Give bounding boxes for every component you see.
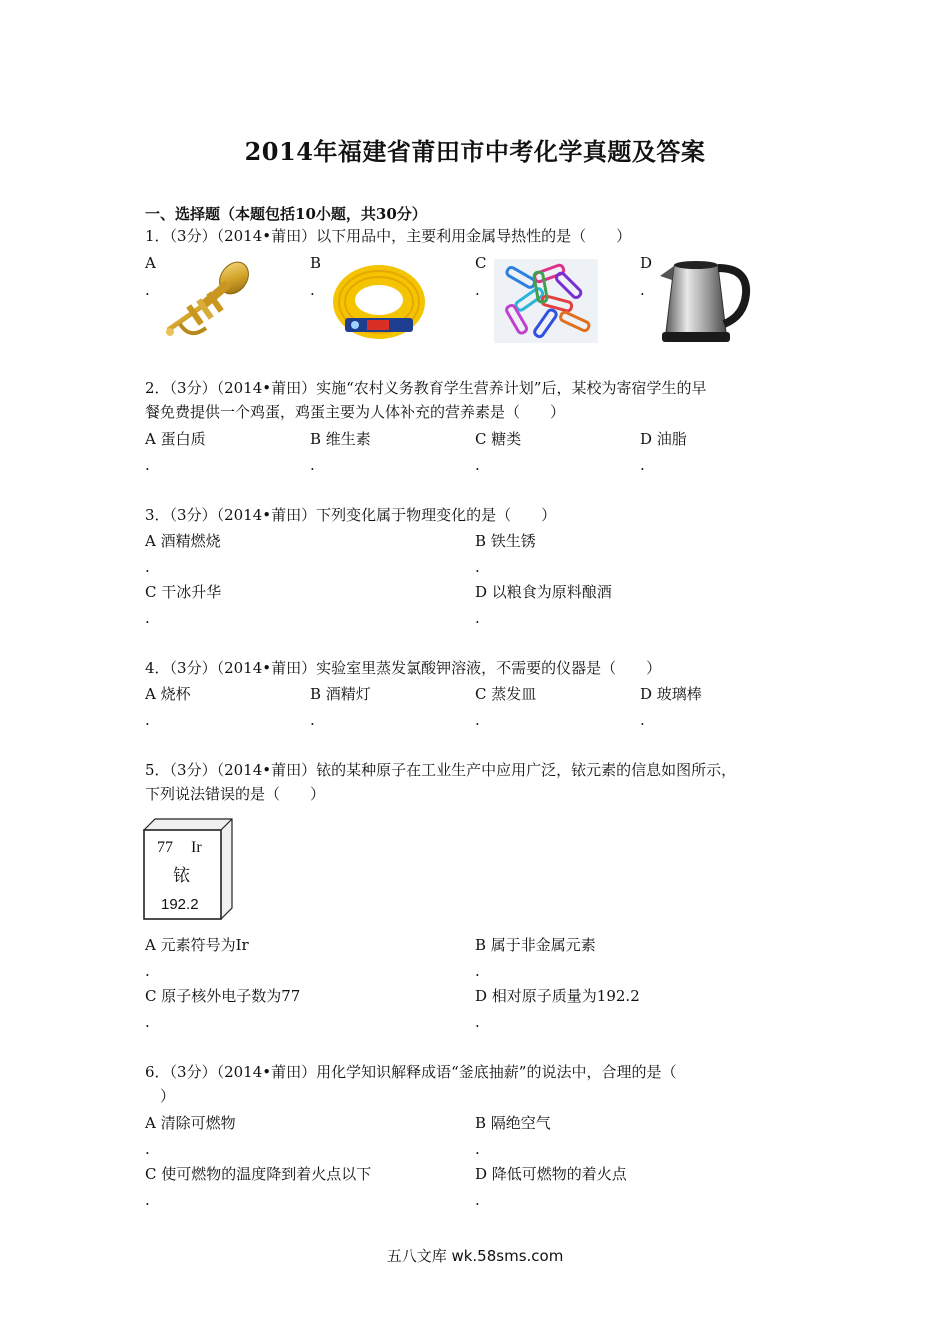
q3-b-dot: . <box>475 558 480 576</box>
element-name: 铱 <box>173 866 190 886</box>
q3-option-d: D 以粮食为原料酿酒 <box>475 583 612 601</box>
q2-d-dot: . <box>640 456 645 474</box>
q5-option-a: A 元素符号为Ir <box>145 936 249 954</box>
q4-option-d: D 玻璃棒 <box>640 685 702 703</box>
q5-option-b: B 属于非金属元素 <box>475 936 596 954</box>
electric-kettle-picture <box>656 254 752 346</box>
q2-a-dot: . <box>145 456 150 474</box>
q4-a-dot: . <box>145 711 150 729</box>
q3-d-dot: . <box>475 609 480 627</box>
question-1-stem: 1．（3分）（2014•莆田）以下用品中，主要利用金属导热性的是（ ） <box>145 227 632 245</box>
q4-option-b: B 酒精灯 <box>310 685 371 703</box>
q5-b-dot: . <box>475 962 480 980</box>
q2-b-dot: . <box>310 456 315 474</box>
q4-option-c: C 蒸发皿 <box>475 685 537 703</box>
question-4-stem: 4．（3分）（2014•莆田）实验室里蒸发氯酸钾溶液，不需要的仪器是（ ） <box>145 659 662 677</box>
q2-option-b: B 维生素 <box>310 430 371 448</box>
q4-d-dot: . <box>640 711 645 729</box>
q1-option-b-label: B <box>310 254 322 272</box>
q6-b-dot: . <box>475 1140 480 1158</box>
q4-b-dot: . <box>310 711 315 729</box>
q5-option-d: D 相对原子质量为192.2 <box>475 987 640 1005</box>
element-atomic-number: 77 <box>157 839 173 856</box>
q4-option-a: A 烧杯 <box>145 685 191 703</box>
q5-a-dot: . <box>145 962 150 980</box>
q6-option-b: B 隔绝空气 <box>475 1114 551 1132</box>
q3-option-a: A 酒精燃烧 <box>145 532 221 550</box>
footer-watermark: 五八文库 wk.58sms.com <box>386 1247 564 1265</box>
q1-option-d-label: D <box>640 254 653 272</box>
q6-option-d: D 降低可燃物的着火点 <box>475 1165 627 1183</box>
q1-option-c-label: C <box>475 254 487 272</box>
q3-option-c: C 干冰升华 <box>145 583 222 601</box>
question-5-line-1: 5．（3分）（2014•莆田）铱的某种原子在工业生产中应用广泛，铱元素的信息如图所示， <box>145 761 737 779</box>
q6-d-dot: . <box>475 1191 480 1209</box>
q1-d-dot: . <box>640 281 645 299</box>
q3-option-b: B 铁生锈 <box>475 532 536 550</box>
q1-a-dot: . <box>145 281 150 299</box>
element-atomic-mass: 192.2 <box>161 896 199 913</box>
question-2-line-2: 餐免费提供一个鸡蛋，鸡蛋主要为人体补充的营养素是（ ） <box>145 403 566 421</box>
q2-option-a: A 蛋白质 <box>145 430 206 448</box>
q3-a-dot: . <box>145 558 150 576</box>
trumpet-picture <box>162 258 252 346</box>
q1-b-dot: . <box>310 281 315 299</box>
q1-c-dot: . <box>475 281 480 299</box>
paper-clips-picture <box>494 259 598 343</box>
question-3-stem: 3．（3分）（2014•莆田）下列变化属于物理变化的是（ ） <box>145 506 557 524</box>
question-5-line-2: 下列说法错误的是（ ） <box>145 785 326 803</box>
element-info-card <box>143 818 233 920</box>
q5-c-dot: . <box>145 1013 150 1031</box>
wire-coil-picture <box>331 262 427 342</box>
question-6-line-2: ） <box>160 1087 176 1105</box>
q4-c-dot: . <box>475 711 480 729</box>
q1-option-a-label: A <box>145 254 156 272</box>
q6-a-dot: . <box>145 1140 150 1158</box>
q3-c-dot: . <box>145 609 150 627</box>
question-2-line-1: 2．（3分）（2014•莆田）实施“农村义务教育学生营养计划”后，某校为寄宿学生的早 <box>145 379 707 397</box>
question-6-line-1: 6．（3分）（2014•莆田）用化学知识解释成语“釜底抽薪”的说法中，合理的是（ <box>145 1063 677 1081</box>
q2-option-c: C 糖类 <box>475 430 522 448</box>
q6-c-dot: . <box>145 1191 150 1209</box>
q5-d-dot: . <box>475 1013 480 1031</box>
q6-option-c: C 使可燃物的温度降到着火点以下 <box>145 1165 372 1183</box>
q5-option-c: C 原子核外电子数为77 <box>145 987 301 1005</box>
q6-option-a: A 清除可燃物 <box>145 1114 236 1132</box>
element-symbol: Ir <box>191 839 202 856</box>
q2-c-dot: . <box>475 456 480 474</box>
section-heading: 一、选择题（本题包括10小题，共30分） <box>145 205 427 223</box>
page-title: 2014年福建省莆田市中考化学真题及答案 <box>244 137 706 166</box>
q2-option-d: D 油脂 <box>640 430 687 448</box>
